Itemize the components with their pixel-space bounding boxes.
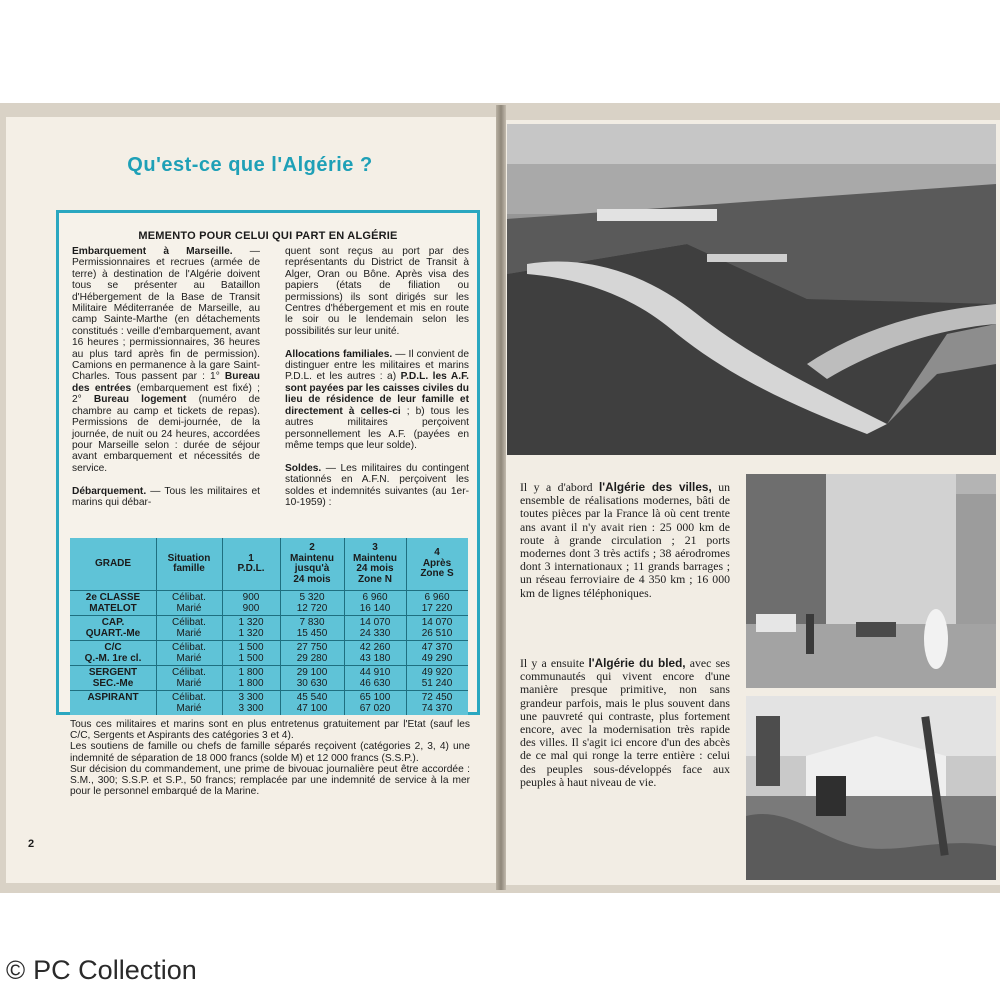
heading-soldes: Soldes.	[285, 462, 322, 474]
table-divider	[70, 615, 468, 616]
table-cell: 29 100 30 630	[296, 667, 328, 690]
text-algerie-villes	[520, 481, 730, 600]
text-allocations-a: — Il convient de distinguer entre les militaires et marins P.D.L. et les autres : a)	[285, 348, 469, 383]
table-cell-situation: Célibat. Marié	[172, 692, 206, 715]
text-embarquement-mid: (embarquement est fixé) ; 2°	[72, 382, 260, 406]
table-divider	[70, 640, 468, 641]
photo-village	[746, 696, 996, 880]
table-cell-grade: ASPIRANT	[87, 692, 139, 703]
table-header-pdl: 1 P.D.L.	[237, 552, 265, 574]
pay-table	[70, 538, 468, 715]
page-title: Qu'est-ce que l'Algérie ?	[127, 154, 373, 176]
text-algerie-bled	[520, 657, 730, 789]
text-debarquement: — Tous les militaires et marins qui débar-	[72, 485, 260, 508]
text-debarquement-cont: quent sont reçus au port par des représentants du District de Transit à Alger, Oran ou Bône. Après visa des papiers (états de filiation ou permissions) ils sont dirigés sur les Centres d'hébergement et mis en route le soir ou le lendemain selon les possibilités sur leur unité.	[285, 246, 469, 337]
table-cell: 1 800 1 800	[238, 667, 264, 690]
villes-body: un ensemble de réalisations modernes, bâti de toutes pièces par la France là où cent trente ans avant il n'y avait rien : 25 000 km de route à grande circulation ; 21 ports modernes dont 3 très actifs ; 38 aérodromes dont 3 internationaux ; 11 grands barrages ; un réseau ferroviaire de 4 350 km ; 16 000 km de lignes téléphoniques.	[520, 480, 730, 600]
table-cell-grade: SERGENT SEC.-Me	[88, 667, 138, 690]
bureau-entrees: Bureau des entrées	[72, 371, 260, 394]
table-cell: 44 910 46 630	[359, 667, 391, 690]
table-cell-situation: Célibat. Marié	[172, 617, 206, 640]
photo-algiers-harbor	[507, 124, 996, 455]
text-allocations-b: P.D.L. les A.F. sont payées par les caisses civiles du lieu de résidence de leur famille et directement à celles-ci	[285, 371, 469, 417]
table-header-zone-s: 4 Après Zone S	[420, 547, 454, 580]
heading-allocations: Allocations familiales.	[285, 348, 393, 360]
table-cell: 27 750 29 280	[296, 642, 328, 665]
notes-paragraph: Tous ces militaires et marins sont en plus entretenus gratuitement par l'Etat (sauf les C/C, Sergents et Aspirants des catégories 3 et 4). Les soutiens de famille ou chefs de famille séparés reçoivent (catégories 2, 3, 4) une indemnité de séparation de 18 000 francs (solde M) et 12 000 francs (S.S.P.). Sur décision du commandement, une prime de bivouac journalière peut être accordée : S.M., 300; S.S.P. et S.P., 50 francs; remplacée par une indemnité de service à la mer pour le personnel embarqué de la Marine.	[70, 719, 470, 798]
table-cell: 5 320 12 720	[296, 592, 328, 615]
table-header-zone-n: 3 Maintenu 24 mois Zone N	[353, 542, 397, 585]
table-cell: 49 920 51 240	[421, 667, 453, 690]
table-divider	[70, 690, 468, 691]
table-cell-grade: C/C Q.-M. 1re cl.	[84, 642, 142, 665]
copyright-icon: ©	[6, 955, 26, 985]
bled-heading: l'Algérie du bled,	[588, 656, 686, 670]
memo-column-2	[285, 246, 469, 508]
table-cell-situation: Célibat. Marié	[172, 592, 206, 615]
table-cell: 45 540 47 100	[296, 692, 328, 715]
villes-intro: Il y a d'abord	[520, 480, 599, 494]
table-cell: 72 450 74 370	[421, 692, 453, 715]
table-cell-situation: Célibat. Marié	[172, 667, 206, 690]
table-cell-grade: 2e CLASSE MATELOT	[85, 592, 141, 615]
table-cell-grade: CAP. QUART.-Me	[85, 617, 141, 640]
table-cell: 42 260 43 180	[359, 642, 391, 665]
text-embarquement: — Permissionnaires et recrues (armée de terre) à destination de l'Algérie doivent tous se présenter au Bataillon d'Hébergement de la Base de Transit Militaire Méditerranée de Marseille, au camp Sainte-Marthe (en détachements constitués : veille d'embarquement, avant 16 heures ; permissionnaires, 36 heures au plus tard après fin de permission). Camions en permanence à la gare Saint-Charles. Tous passent par : 1°	[72, 246, 260, 383]
table-cell: 1 320 1 320	[238, 617, 264, 640]
text-embarquement-end: (numéro de chambre au camp et tickets de repas). Permissions de demi-journée, de la journée, de nuit ou 24 heures, accordées pour Marseille selon : durée de séjour avant embarquement et nécessités de service.	[72, 394, 260, 474]
watermark	[6, 955, 197, 986]
book-gutter	[496, 105, 506, 890]
harbor-illustration	[507, 124, 996, 455]
table-cell: 14 070 26 510	[421, 617, 453, 640]
table-header-maintenu: 2 Maintenu jusqu'à 24 mois	[290, 542, 334, 585]
table-cell: 65 100 67 020	[359, 692, 391, 715]
table-divider	[70, 590, 468, 591]
bled-intro: Il y a ensuite	[520, 656, 589, 670]
page-number: 2	[28, 838, 35, 850]
table-cell: 47 370 49 290	[421, 642, 453, 665]
table-header-situation: Situation famille	[167, 552, 211, 574]
table-cell: 3 300 3 300	[238, 692, 264, 715]
table-cell: 7 830 15 450	[296, 617, 328, 640]
memo-column-1	[72, 246, 260, 508]
table-header-grade: GRADE	[94, 557, 132, 569]
table-cell: 1 500 1 500	[238, 642, 264, 665]
table-divider	[70, 665, 468, 666]
bled-body: avec ses communautés qui vivent encore d'une manière presque primitive, non sans grandeur parfois, mais le plus souvent dans une pauvreté qui contraste, plus fortement encore, avec la modernisation très rapide des villes. Il s'agit ici encore d'un des abcès de ce mal qui ronge la terre entière : celui des peuples sous-développés face aux peuples à haut niveau de vie.	[520, 656, 730, 789]
photo-city-street	[746, 474, 996, 688]
table-cell: 6 960 17 220	[421, 592, 453, 615]
heading-embarquement: Embarquement à Marseille.	[72, 246, 233, 257]
bureau-logement: Bureau logement	[93, 394, 187, 406]
village-illustration	[746, 696, 996, 880]
table-cell: 900 900	[242, 592, 260, 615]
table-cell-situation: Célibat. Marié	[172, 642, 206, 665]
street-illustration	[746, 474, 996, 688]
watermark-text: PC Collection	[33, 955, 197, 985]
memo-title: MEMENTO POUR CELUI QUI PART EN ALGÉRIE	[138, 230, 398, 242]
heading-debarquement: Débarquement.	[72, 485, 147, 497]
table-cell: 14 070 24 330	[359, 617, 391, 640]
text-soldes: — Les militaires du contingent stationnés en A.F.N. perçoivent les soldes et indemnités suivantes (au 1er-10-1959) :	[285, 462, 469, 508]
table-cell: 6 960 16 140	[359, 592, 391, 615]
villes-heading: l'Algérie des villes,	[599, 480, 712, 494]
text-allocations-c: ; b) tous les autres militaires perçoivent personnellement les A.F. (payées en même temps que leur solde).	[285, 405, 469, 451]
